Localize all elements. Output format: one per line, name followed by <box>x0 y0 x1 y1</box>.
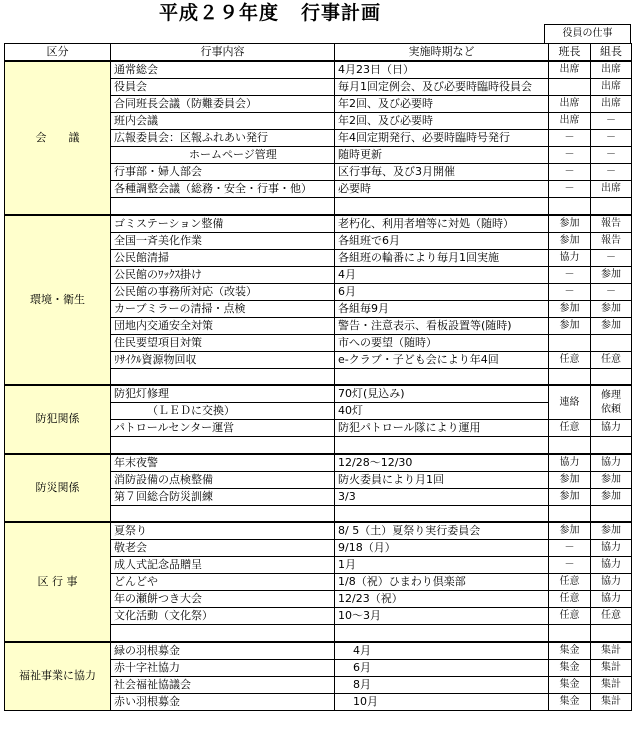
kumicho-role-cell: 任意 <box>591 608 632 625</box>
kumicho-role-cell: 参加 <box>591 300 632 317</box>
event-cell: 公民館清掃 <box>111 249 335 266</box>
hancho-role-cell: 参加 <box>549 300 591 317</box>
role-header: 役員の仕事 <box>544 24 631 43</box>
event-cell: 夏祭り <box>111 522 335 540</box>
hancho-role-cell: 集金 <box>549 659 591 676</box>
event-cell <box>111 437 335 454</box>
period-cell: 各組班で6月 <box>335 232 549 249</box>
period-cell: 40灯 <box>335 403 549 420</box>
category-cell: 環境・衛生 <box>5 215 111 386</box>
period-cell: 防犯パトロール隊により運用 <box>335 420 549 437</box>
event-cell <box>111 505 335 522</box>
hancho-role-cell: 協力 <box>549 249 591 266</box>
period-cell: 年2回、及び必要時 <box>335 113 549 130</box>
event-cell: 班内会議 <box>111 113 335 130</box>
kumicho-role-cell: － <box>591 130 632 147</box>
table-row <box>5 61 632 79</box>
kumicho-role-cell <box>591 625 632 642</box>
kumicho-role-cell: － <box>591 113 632 130</box>
hancho-role-cell: － <box>549 130 591 147</box>
event-cell: 緑の羽根募金 <box>111 642 335 660</box>
kumicho-role-cell: 出席 <box>591 181 632 198</box>
period-cell: 必要時 <box>335 181 549 198</box>
event-cell: 役員会 <box>111 79 335 96</box>
period-cell: 4月23日（日） <box>335 61 549 79</box>
table-row <box>5 454 632 472</box>
kumicho-role-cell: 協力 <box>591 557 632 574</box>
kumicho-role-cell <box>591 334 632 351</box>
hancho-role-cell <box>549 505 591 522</box>
period-cell: 年2回、及び必要時 <box>335 96 549 113</box>
period-cell: 4月 <box>335 642 549 660</box>
kumicho-role-cell: 参加 <box>591 522 632 540</box>
hancho-role-cell: 任意 <box>549 351 591 368</box>
header-period: 実施時期など <box>335 44 549 62</box>
hancho-role-cell <box>549 198 591 215</box>
event-cell: 団地内交通安全対策 <box>111 317 335 334</box>
kumicho-role-cell: 協力 <box>591 591 632 608</box>
kumicho-role-cell: 参加 <box>591 471 632 488</box>
category-cell: 防犯関係 <box>5 385 111 454</box>
event-cell: 通常総会 <box>111 61 335 79</box>
header-hancho: 班長 <box>549 44 591 62</box>
kumicho-role-cell: 出席 <box>591 61 632 79</box>
event-cell: 社会福祉協議会 <box>111 676 335 693</box>
kumicho-role-cell: 出席 <box>591 96 632 113</box>
event-cell: ゴミステーション整備 <box>111 215 335 233</box>
period-cell: 12/23（祝） <box>335 591 549 608</box>
period-cell: 8月 <box>335 676 549 693</box>
title-subject: 行事計画 <box>301 2 382 24</box>
kumicho-role-cell <box>591 505 632 522</box>
hancho-role-cell: 連絡 <box>549 385 591 420</box>
period-cell: 10～3月 <box>335 608 549 625</box>
event-cell: 第７回総合防災訓練 <box>111 488 335 505</box>
period-cell: 年4回定期発行、必要時臨時号発行 <box>335 130 549 147</box>
period-cell: 老朽化、利用者増等に対処（随時） <box>335 215 549 233</box>
hancho-role-cell <box>549 437 591 454</box>
hancho-role-cell: 任意 <box>549 574 591 591</box>
hancho-role-cell: 集金 <box>549 693 591 710</box>
event-cell <box>111 625 335 642</box>
period-cell: 各組班の輪番により毎月1回実施 <box>335 249 549 266</box>
period-cell <box>335 625 549 642</box>
table-row <box>5 522 632 540</box>
period-cell: 防火委員により月1回 <box>335 471 549 488</box>
kumicho-role-cell: － <box>591 164 632 181</box>
hancho-role-cell: 集金 <box>549 676 591 693</box>
hancho-role-cell: － <box>549 181 591 198</box>
event-cell: ﾘｻｲｸﾙ資源物回収 <box>111 351 335 368</box>
period-cell: e-クラブ・子ども会により年4回 <box>335 351 549 368</box>
period-cell: 6月 <box>335 283 549 300</box>
kumicho-role-cell: 参加 <box>591 266 632 283</box>
hancho-role-cell: 任意 <box>549 420 591 437</box>
header-event: 行事内容 <box>111 44 335 62</box>
period-cell <box>335 198 549 215</box>
header-kumicho: 組長 <box>591 44 632 62</box>
title-year: 平成２９年度 <box>158 2 279 24</box>
event-cell: パトロールセンター運営 <box>111 420 335 437</box>
period-cell: 10月 <box>335 693 549 710</box>
event-cell: 住民要望項目対策 <box>111 334 335 351</box>
category-cell: 区 行 事 <box>5 522 111 642</box>
period-cell <box>335 505 549 522</box>
kumicho-role-line: 修理 <box>601 389 621 401</box>
kumicho-role-line: 依頼 <box>601 403 621 415</box>
hancho-role-cell: 参加 <box>549 317 591 334</box>
page-title <box>0 1 540 25</box>
hancho-role-cell: 協力 <box>549 454 591 472</box>
kumicho-role-cell <box>591 198 632 215</box>
event-cell: 全国一斉美化作業 <box>111 232 335 249</box>
event-cell: 赤十字社協力 <box>111 659 335 676</box>
hancho-role-cell: － <box>549 283 591 300</box>
kumicho-role-cell: 集計 <box>591 676 632 693</box>
event-cell <box>111 198 335 215</box>
header-category: 区分 <box>5 44 111 62</box>
kumicho-role-cell: 協力 <box>591 574 632 591</box>
period-cell: 市への要望（随時） <box>335 334 549 351</box>
event-cell: （ＬＥＤに交換） <box>111 403 335 420</box>
kumicho-role-cell: 協力 <box>591 454 632 472</box>
kumicho-role-cell: 集計 <box>591 659 632 676</box>
table-row <box>5 642 632 660</box>
kumicho-role-cell: 協力 <box>591 540 632 557</box>
hancho-role-cell: 任意 <box>549 591 591 608</box>
event-cell: 年末夜警 <box>111 454 335 472</box>
period-cell: 6月 <box>335 659 549 676</box>
period-cell: 1/8（祝）ひまわり倶楽部 <box>335 574 549 591</box>
category-cell: 会 議 <box>5 61 111 215</box>
event-cell: 年の瀬餅つき大会 <box>111 591 335 608</box>
event-cell: カーブミラーの清掃・点検 <box>111 300 335 317</box>
hancho-role-cell: － <box>549 557 591 574</box>
kumicho-role-cell: 集計 <box>591 642 632 660</box>
hancho-role-cell: 参加 <box>549 215 591 233</box>
event-cell <box>111 368 335 385</box>
period-cell: 12/28～12/30 <box>335 454 549 472</box>
event-cell: どんどや <box>111 574 335 591</box>
kumicho-role-cell: 報告 <box>591 215 632 233</box>
kumicho-role-cell <box>591 437 632 454</box>
table-row <box>5 385 632 403</box>
event-plan-table <box>4 43 632 711</box>
hancho-role-cell: 出席 <box>549 113 591 130</box>
kumicho-role-cell: － <box>591 249 632 266</box>
period-cell: 区行事毎、及び3月開催 <box>335 164 549 181</box>
event-cell: 文化活動（文化祭） <box>111 608 335 625</box>
hancho-role-cell <box>549 625 591 642</box>
event-cell: 合同班長会議（防難委員会） <box>111 96 335 113</box>
hancho-role-cell: 出席 <box>549 96 591 113</box>
event-cell: 消防設備の点検整備 <box>111 471 335 488</box>
period-cell: 8/ 5（土）夏祭り実行委員会 <box>335 522 549 540</box>
hancho-role-cell: － <box>549 266 591 283</box>
period-cell: 3/3 <box>335 488 549 505</box>
period-cell <box>335 368 549 385</box>
event-cell: 広報委員会：区報ふれあい発行 <box>111 130 335 147</box>
kumicho-role-cell: 任意 <box>591 351 632 368</box>
hancho-role-cell: 参加 <box>549 471 591 488</box>
event-cell: 公民館の事務所対応（改装） <box>111 283 335 300</box>
kumicho-role-cell: 協力 <box>591 420 632 437</box>
hancho-role-cell: 参加 <box>549 522 591 540</box>
table-body <box>5 61 632 710</box>
period-cell: 各組毎9月 <box>335 300 549 317</box>
kumicho-role-cell: 報告 <box>591 232 632 249</box>
hancho-role-cell: － <box>549 164 591 181</box>
event-cell: 公民館のﾜｯｸｽ掛け <box>111 266 335 283</box>
hancho-role-cell: 出席 <box>549 61 591 79</box>
kumicho-role-cell: 集計 <box>591 693 632 710</box>
table-row <box>5 215 632 233</box>
event-cell: 成人式記念品贈呈 <box>111 557 335 574</box>
period-cell <box>335 437 549 454</box>
hancho-role-cell <box>549 334 591 351</box>
category-cell: 防災関係 <box>5 454 111 523</box>
event-cell: 各種調整会議（総務・安全・行事・他） <box>111 181 335 198</box>
kumicho-role-cell: 参加 <box>591 488 632 505</box>
kumicho-role-cell: 参加 <box>591 317 632 334</box>
event-cell: ホームページ管理 <box>111 147 335 164</box>
hancho-role-cell: － <box>549 540 591 557</box>
kumicho-role-cell: － <box>591 283 632 300</box>
kumicho-role-cell <box>591 385 632 420</box>
hancho-role-cell: 参加 <box>549 488 591 505</box>
period-cell: 9/18（月） <box>335 540 549 557</box>
hancho-role-cell: 任意 <box>549 608 591 625</box>
hancho-role-cell: － <box>549 147 591 164</box>
period-cell: 警告・注意表示、看板設置等(随時) <box>335 317 549 334</box>
period-cell: 1月 <box>335 557 549 574</box>
header-row <box>5 44 632 62</box>
event-cell: 敬老会 <box>111 540 335 557</box>
hancho-role-cell <box>549 79 591 96</box>
period-cell: 70灯(見込み) <box>335 385 549 403</box>
kumicho-role-cell: 出席 <box>591 79 632 96</box>
hancho-role-cell: 参加 <box>549 232 591 249</box>
kumicho-role-cell: － <box>591 147 632 164</box>
kumicho-role-cell <box>591 368 632 385</box>
period-cell: 4月 <box>335 266 549 283</box>
category-cell: 福祉事業に協力 <box>5 642 111 711</box>
period-cell: 毎月1回定例会、及び必要時臨時役員会 <box>335 79 549 96</box>
event-cell: 赤い羽根募金 <box>111 693 335 710</box>
hancho-role-cell: 集金 <box>549 642 591 660</box>
period-cell: 随時更新 <box>335 147 549 164</box>
event-cell: 防犯灯修理 <box>111 385 335 403</box>
hancho-role-cell <box>549 368 591 385</box>
event-cell: 行事部・婦人部会 <box>111 164 335 181</box>
